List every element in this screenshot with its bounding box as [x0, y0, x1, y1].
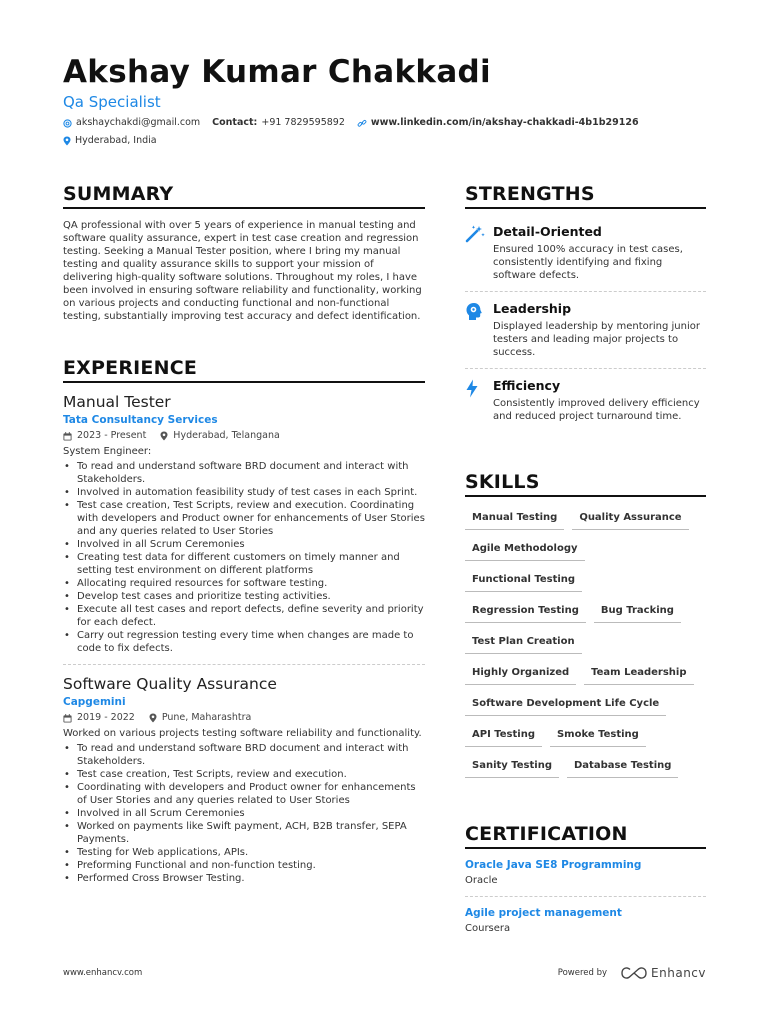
bullet-item: • Involved in all Scrum Ceremonies: [63, 538, 425, 551]
skill-tag: Team Leadership: [584, 660, 693, 685]
skill-tag: Functional Testing: [465, 567, 582, 592]
candidate-name: Akshay Kumar Chakkadi: [63, 54, 491, 90]
summary-heading: SUMMARY: [63, 182, 425, 209]
email-text: akshaychakdi@gmail.com: [76, 117, 201, 128]
bullet-item: • Allocating required resources for software testing.: [63, 577, 425, 590]
calendar-icon: [63, 432, 72, 441]
job-title: Manual Tester: [63, 393, 171, 411]
contact-row: [63, 116, 713, 130]
certification-issuer: Coursera: [465, 923, 511, 934]
strength-desc: Ensured 100% accuracy in test cases, consistently identifying and fixing software defects.: [493, 244, 683, 281]
job-dates: [63, 711, 135, 725]
job-location: [149, 711, 252, 725]
calendar-icon: [63, 714, 72, 723]
phone-item[interactable]: [212, 116, 345, 130]
location-pin-icon: [160, 431, 168, 441]
strength-desc: Consistently improved delivery efficiency and reduced project turnaround time.: [493, 398, 700, 422]
enhancv-logo-icon: [621, 967, 647, 979]
linkedin-text: www.linkedin.com/in/akshay-chakkadi-4b1b29126: [370, 117, 639, 128]
certification-item: [465, 897, 706, 944]
skill-tag: Quality Assurance: [572, 505, 688, 530]
head-brain-icon: [465, 300, 493, 359]
strength-name: Detail-Oriented: [493, 224, 602, 239]
bullet-item: • Worked on payments like Swift payment, ACH, B2B transfer, SEPA Payments.: [63, 820, 425, 846]
experience-heading: EXPERIENCE: [63, 356, 425, 383]
page-footer: [63, 966, 706, 980]
job-bullets: [63, 742, 425, 885]
skill-tag: Bug Tracking: [594, 598, 681, 623]
magic-wand-icon: [465, 223, 493, 282]
link-icon: [357, 119, 367, 128]
location-row: [63, 134, 713, 148]
powered-by-label: Powered by: [557, 968, 608, 978]
skills-section: [465, 470, 706, 784]
bullet-item: • Carry out regression testing every time when changes are made to code to fix defects.: [63, 629, 425, 655]
skills-heading: SKILLS: [465, 470, 706, 497]
job-dates: [63, 429, 146, 443]
skill-tag: Sanity Testing: [465, 753, 559, 778]
bullet-item: • Testing for Web applications, APIs.: [63, 846, 425, 859]
skill-tag: Software Development Life Cycle: [465, 691, 666, 716]
skill-tag: Smoke Testing: [550, 722, 646, 747]
bullet-item: • Involved in automation feasibility study of test cases in each Sprint.: [63, 486, 425, 499]
skill-tag: Agile Methodology: [465, 536, 585, 561]
job-entry: [63, 392, 425, 665]
skill-tag: Highly Organized: [465, 660, 576, 685]
footer-site-link[interactable]: www.enhancv.com: [63, 968, 143, 978]
job-description: System Engineer:: [63, 446, 152, 457]
skill-tag: Test Plan Creation: [465, 629, 582, 654]
skill-tag: API Testing: [465, 722, 542, 747]
skill-tag: Manual Testing: [465, 505, 564, 530]
experience-section: [63, 356, 425, 885]
lightning-icon: [465, 377, 493, 423]
linkedin-item[interactable]: [357, 116, 639, 130]
powered-by: [558, 966, 706, 980]
candidate-title: Qa Specialist: [63, 93, 161, 111]
strengths-heading: STRENGTHS: [465, 182, 706, 209]
job-location-text: Pune, Maharashtra: [161, 712, 252, 723]
skills-list: [465, 505, 706, 784]
skill-tag: Database Testing: [567, 753, 678, 778]
phone-text: +91 7829595892: [261, 117, 345, 128]
bullet-item: • Coordinating with developers and Product owner for enhancements of User Stories and any queries related to User Stories: [63, 781, 425, 807]
bullet-item: • Test case creation, Test Scripts, review and execution. Coordinating with developers and Product owner for enhancements of User Stories and any queries related to User Stories: [63, 499, 425, 538]
bullet-item: • Execute all test cases and report defects, define severity and priority for each defect.: [63, 603, 425, 629]
strengths-section: [465, 182, 706, 432]
left-column: [63, 182, 425, 885]
company-name[interactable]: Tata Consultancy Services: [63, 414, 218, 426]
enhancv-brand[interactable]: [621, 966, 706, 980]
strength-name: Leadership: [493, 301, 572, 316]
location-item: [63, 134, 157, 148]
bullet-item: • Test case creation, Test Scripts, review and execution.: [63, 768, 425, 781]
at-icon: [63, 119, 72, 128]
summary-text: QA professional with over 5 years of experience in manual testing and software quality assurance, expert in test case creation and regression testing. Seeking a Manual Tester position, where I bring my manual testing and quality assurance skills to support your mission of delivering high-quality software solutions. Throughout my roles, I have been involved in ensuring software reliability and functionality, working on various projects and conducting functional and non-functional testing, substantially improving test accuracy and defect identification.: [63, 220, 422, 322]
skill-tag: Regression Testing: [465, 598, 586, 623]
certification-issuer: Oracle: [465, 875, 498, 886]
job-location-text: Hyderabad, Telangana: [173, 430, 280, 441]
company-name[interactable]: Capgemini: [63, 696, 126, 708]
job-bullets: [63, 460, 425, 655]
phone-label: Contact:: [212, 117, 258, 128]
location-pin-icon: [149, 713, 157, 723]
certification-name[interactable]: Oracle Java SE8 Programming: [465, 859, 642, 871]
brand-name: Enhancv: [651, 966, 706, 980]
job-meta: [63, 711, 425, 725]
bullet-item: • Involved in all Scrum Ceremonies: [63, 807, 425, 820]
job-description: Worked on various projects testing software reliability and functionality.: [63, 728, 422, 739]
certification-item: [465, 849, 706, 897]
bullet-item: • To read and understand software BRD document and interact with Stakeholders.: [63, 460, 425, 486]
location-text: Hyderabad, India: [75, 135, 157, 146]
bullet-item: • Preforming Functional and non-function testing.: [63, 859, 425, 872]
certification-name[interactable]: Agile project management: [465, 907, 622, 919]
location-pin-icon: [63, 136, 71, 146]
certification-heading: CERTIFICATION: [465, 822, 706, 849]
job-dates-text: 2023 - Present: [77, 430, 147, 441]
bullet-item: • Develop test cases and prioritize testing activities.: [63, 590, 425, 603]
job-title: Software Quality Assurance: [63, 675, 277, 693]
job-meta: [63, 429, 425, 443]
resume-header: [63, 52, 713, 148]
right-column: [465, 182, 706, 944]
certification-list: [465, 849, 706, 944]
strength-item: [465, 292, 706, 369]
email-item[interactable]: [63, 116, 200, 130]
bullet-item: • Performed Cross Browser Testing.: [63, 872, 425, 885]
job-divider: [63, 664, 425, 665]
bullet-item: • Creating test data for different customers on timely manner and setting test environment on different platforms: [63, 551, 425, 577]
certification-section: [465, 822, 706, 944]
job-dates-text: 2019 - 2022: [77, 712, 135, 723]
bullet-item: • To read and understand software BRD document and interact with Stakeholders.: [63, 742, 425, 768]
strength-desc: Displayed leadership by mentoring junior testers and leading major projects to success.: [493, 321, 700, 358]
strength-item: [465, 215, 706, 292]
strength-item: [465, 369, 706, 432]
summary-section: [63, 182, 425, 323]
strength-name: Efficiency: [493, 378, 561, 393]
strengths-list: [465, 215, 706, 432]
job-entry: [63, 674, 425, 885]
job-location: [160, 429, 280, 443]
